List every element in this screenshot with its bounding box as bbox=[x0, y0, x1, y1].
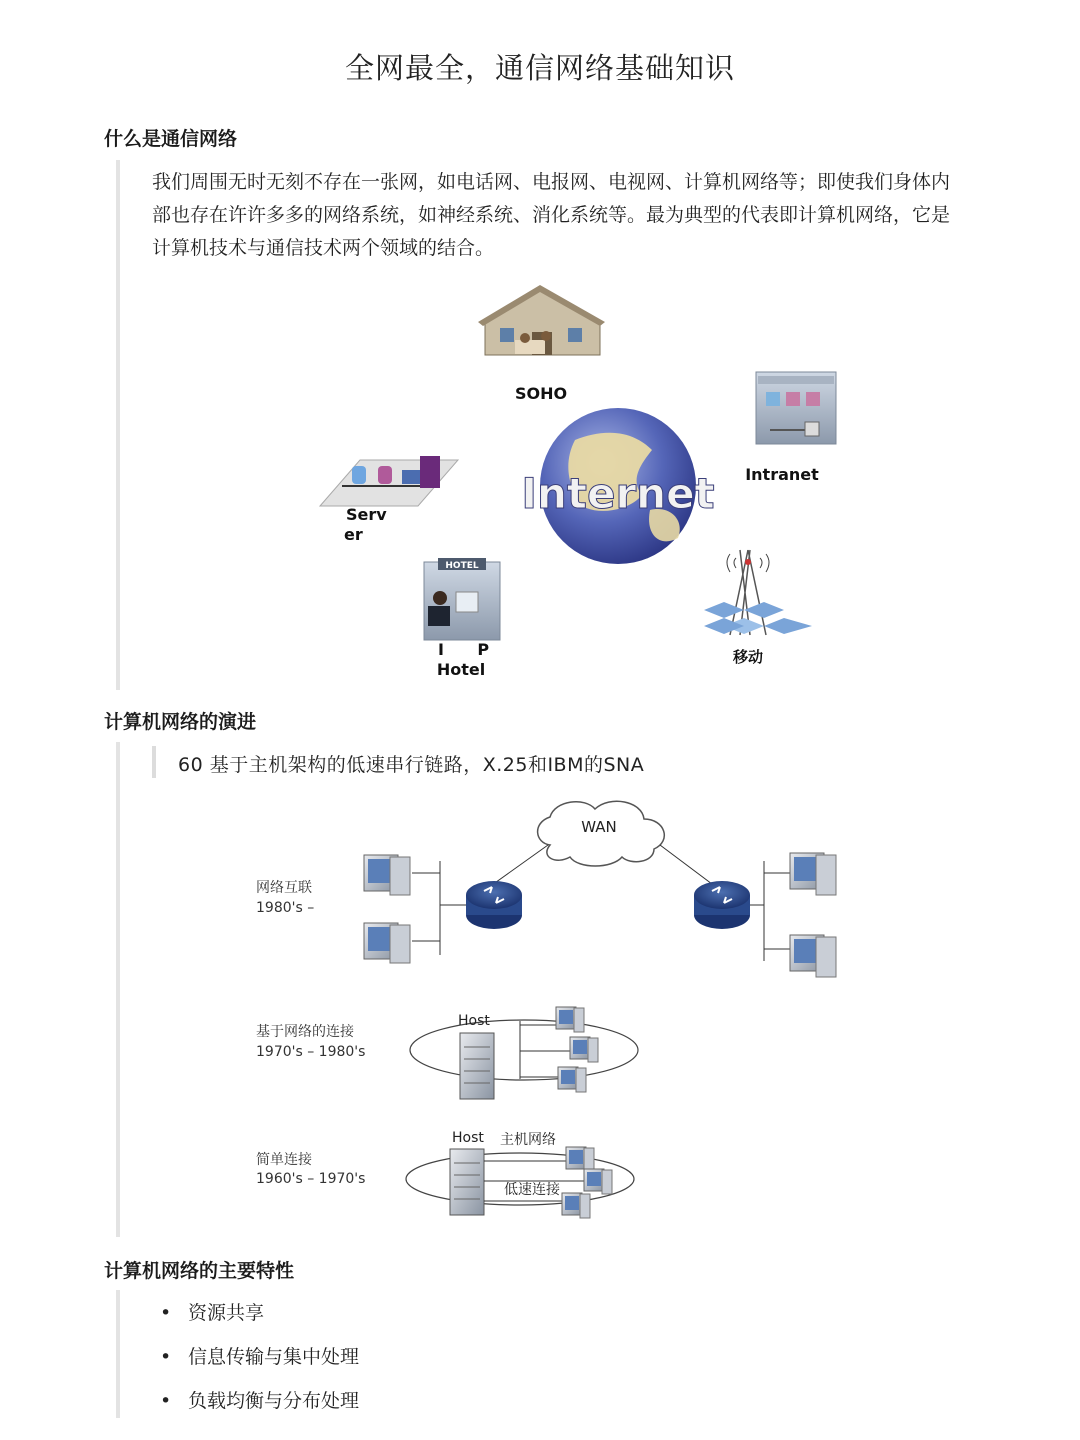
pc-icon bbox=[566, 1147, 594, 1172]
blockquote-bar bbox=[116, 1290, 120, 1418]
row3-host-label: Host bbox=[452, 1130, 484, 1146]
hotel-sign: HOTEL bbox=[445, 561, 479, 571]
internet-label: Internet bbox=[521, 469, 715, 518]
bullet-icon: • bbox=[160, 1390, 172, 1412]
bullet-text: 信息传输与集中处理 bbox=[188, 1346, 360, 1368]
blockquote-bar bbox=[116, 742, 120, 1237]
row2-label: 基于网络的连接 bbox=[256, 1024, 354, 1040]
intranet-label: Intranet bbox=[745, 465, 819, 484]
section-heading-evolution: 计算机网络的演进 bbox=[104, 711, 257, 733]
server-label-line2: er bbox=[344, 525, 363, 544]
row1-period: 1980's – bbox=[256, 900, 315, 916]
bullet-text: 资源共享 bbox=[188, 1302, 265, 1324]
section-heading-what-is-network: 什么是通信网络 bbox=[104, 128, 238, 150]
pc-icon bbox=[570, 1037, 598, 1062]
evolution-quote: 60 基于主机架构的低速串行链路，X.25和IBM的SNA bbox=[178, 754, 645, 776]
pc-icon bbox=[562, 1193, 590, 1218]
wan-label: WAN bbox=[581, 818, 617, 836]
hotel-building-icon bbox=[424, 558, 500, 640]
hotel-label: Hotel bbox=[436, 660, 486, 679]
pc-icon bbox=[364, 855, 410, 895]
inner-quote-bar bbox=[152, 746, 156, 778]
bullet-text: 负载均衡与分布处理 bbox=[188, 1390, 360, 1412]
ip-label: I P bbox=[438, 640, 490, 659]
internet-globe-icon bbox=[521, 408, 714, 564]
pc-icon bbox=[584, 1169, 612, 1194]
row2-period: 1970's – 1980's bbox=[256, 1044, 366, 1060]
pc-icon bbox=[558, 1067, 586, 1092]
router-icon bbox=[466, 881, 522, 929]
pc-icon bbox=[556, 1007, 584, 1032]
row3-host-network-label: 主机网络 bbox=[500, 1132, 556, 1148]
mobile-label: 移动 bbox=[732, 648, 764, 666]
row3-label: 简单连接 bbox=[256, 1152, 312, 1168]
soho-house-icon bbox=[478, 285, 605, 355]
mobile-tower-icon bbox=[704, 550, 812, 635]
page-title: 全网最全，通信网络基础知识 bbox=[344, 51, 735, 85]
row3-low-speed-label: 低速连接 bbox=[504, 1182, 560, 1198]
row2-host-label: Host bbox=[458, 1013, 490, 1029]
pc-icon bbox=[790, 853, 836, 895]
host-server-icon bbox=[460, 1033, 494, 1099]
bullet-item bbox=[160, 1386, 359, 1413]
bullet-item bbox=[160, 1342, 359, 1369]
pc-icon bbox=[790, 935, 836, 977]
row1-label: 网络互联 bbox=[256, 880, 312, 896]
server-label-line1: Serv bbox=[346, 505, 387, 524]
row3-period: 1960's – 1970's bbox=[256, 1171, 366, 1187]
pc-icon bbox=[364, 923, 410, 963]
intro-paragraph: 我们周围无时无刻不存在一张网，如电话网、电报网、电视网、计算机网络等；即使我们身体内部也存在许许多多的网络系统，如神经系统、消化系统等。最为典型的代表即计算机网络，它是计算机技术与通信技术两个领域的结合。 bbox=[152, 171, 951, 259]
bullet-icon: • bbox=[160, 1302, 172, 1324]
internet-diagram bbox=[300, 280, 860, 690]
section-heading-features: 计算机网络的主要特性 bbox=[104, 1260, 295, 1282]
server-icon bbox=[320, 456, 458, 506]
network-ring bbox=[410, 1020, 638, 1080]
blockquote-bar bbox=[116, 160, 120, 690]
bullet-icon: • bbox=[160, 1346, 172, 1368]
soho-label: SOHO bbox=[514, 384, 568, 403]
router-icon bbox=[694, 881, 750, 929]
host-server-icon bbox=[450, 1149, 484, 1215]
evolution-diagram bbox=[240, 795, 860, 1235]
intranet-building-icon bbox=[756, 372, 836, 444]
bullet-item bbox=[160, 1298, 264, 1325]
